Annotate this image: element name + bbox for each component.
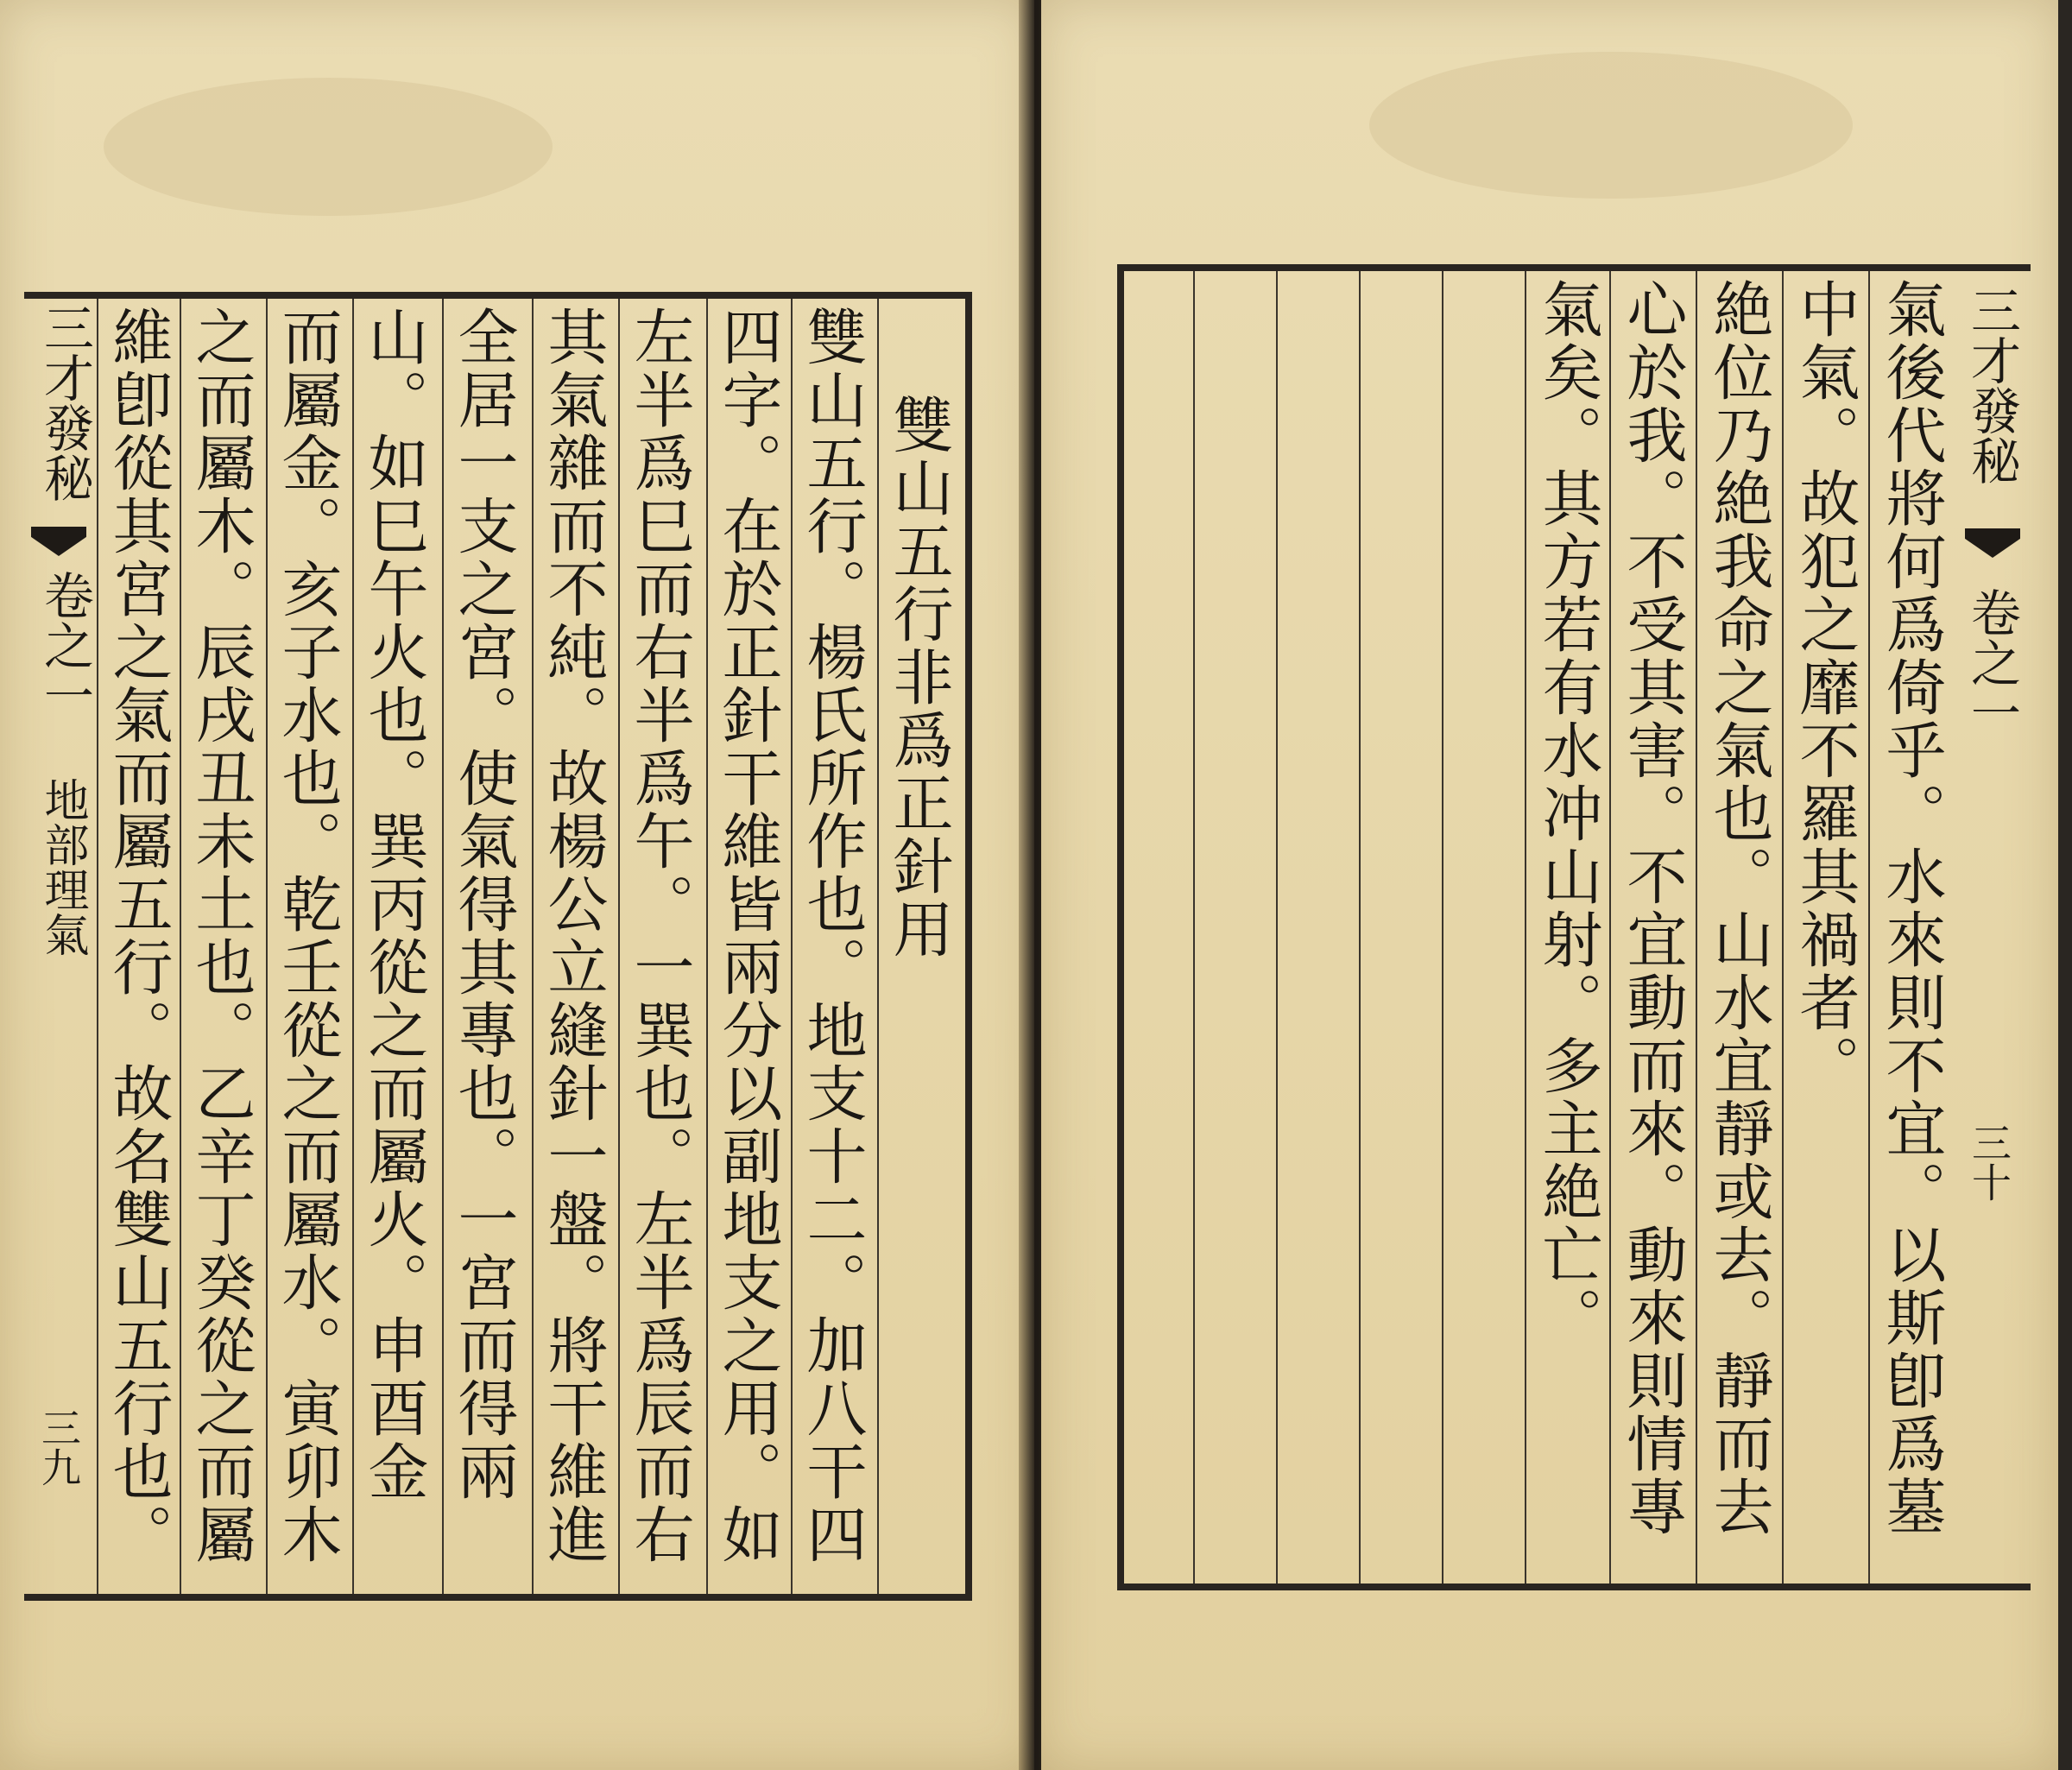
left-margin-volume: 卷之一 (35, 570, 94, 720)
left-col-9: 之而屬木。辰戌丑未土也。乙辛丁癸從之而屬 (180, 299, 261, 1594)
left-col-1: 雙山五行非爲正針用 (877, 299, 958, 1594)
left-col-5: 其氣雜而不純。故楊公立縫針一盤。將干維進 (532, 299, 613, 1594)
left-col-4: 左半爲巳而右半爲午。一巽也。左半爲辰而右 (618, 299, 699, 1594)
right-col-5: 氣矣。其方若有水冲山射。多主絶亡。 (1525, 271, 1608, 1584)
right-margin-volume: 卷之一 (1962, 587, 2021, 737)
paper-stain (1369, 52, 1853, 199)
left-col-8: 而屬金。亥子水也。乾壬從之而屬水。寅卯木 (266, 299, 347, 1594)
right-page (1041, 0, 2058, 1770)
left-col-7: 山。如巳午火也。巽丙從之而屬火。申酉金 (352, 299, 433, 1594)
left-col-6: 全居一支之宮。使氣得其專也。一宮而得兩 (442, 299, 523, 1594)
right-col-1: 氣後代將何爲倚乎。水來則不宜。以斯卽爲墓 (1868, 271, 1951, 1584)
empty-ruled-column (1442, 271, 1523, 1584)
right-col-3: 絶位乃絶我命之氣也。山水宜靜或去。靜而去 (1696, 271, 1778, 1584)
right-col-4: 心於我。不受其害。不宜動而來。動來則情專 (1609, 271, 1692, 1584)
left-col-3: 四字。在於正針干維皆兩分以副地支之用。如 (706, 299, 787, 1594)
right-margin-title: 三才發秘 (1962, 285, 2021, 485)
empty-ruled-column (1276, 271, 1357, 1584)
left-col-2: 雙山五行。楊氏所作也。地支十二。加八干四 (791, 299, 872, 1594)
left-page (0, 0, 1034, 1770)
right-margin-folio: 三十 (1966, 1122, 2012, 1202)
empty-ruled-column (1193, 271, 1274, 1584)
left-col-10: 維卽從其宮之氣而屬五行。故名雙山五行也。 (97, 299, 178, 1594)
right-col-2: 中氣。故犯之靡不羅其禍者。 (1782, 271, 1865, 1584)
empty-ruled-column (1124, 271, 1191, 1584)
left-margin-section: 地部理氣 (36, 777, 88, 957)
empty-ruled-column (1359, 271, 1440, 1584)
left-margin-title: 三才發秘 (35, 302, 94, 503)
paper-stain (104, 78, 553, 216)
left-margin-folio: 三九 (35, 1407, 82, 1487)
